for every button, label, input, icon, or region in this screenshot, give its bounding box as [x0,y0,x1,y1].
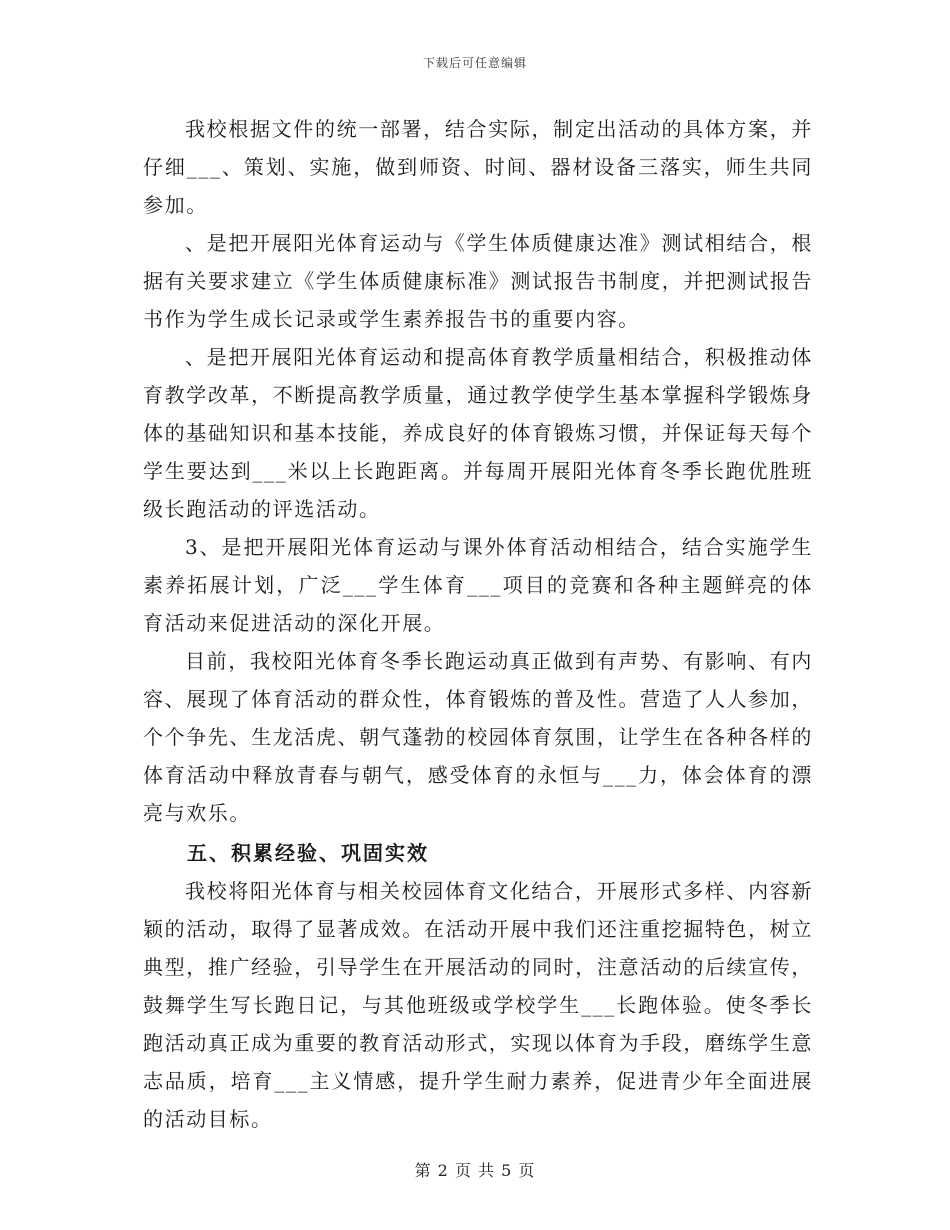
header-note: 下载后可任意编辑 [422,56,527,70]
paragraph-teaching-quality: 、是把开展阳光体育运动和提高体育教学质量相结合，积极推动体育教学改革，不断提高教学质量，通过教学使学生基本掌握科学锻炼身体的基础知识和基本技能，养成良好的体育锻炼习惯，并保证每天每个学生要达到___米以上长跑距离。并每周开展阳光体育冬季长跑优胜班级长跑活动的评选活动。 [143,345,813,521]
paragraph-plan: 我校根据文件的统一部署，结合实际，制定出活动的具体方案，并仔细___、策划、实施，做到师资、时间、器材设备三落实，师生共同参加。 [143,117,813,217]
paragraph-current-status: 目前，我校阳光体育冬季长跑运动真正做到有声势、有影响、有内容、展现了体育活动的群众性，体育锻炼的普及性。营造了人人参加，个个争先、生龙活虎、朝气蓬勃的校园体育氛围，让学生在各种各样的体育活动中释放青春与朝气，感受体育的永恒与___力，体会体育的漂亮与欢乐。 [143,649,813,825]
page-number: 第 2 页 共 5 页 [414,1161,536,1180]
document-body [143,110,813,1138]
paragraph-health-test: 、是把开展阳光体育运动与《学生体质健康达准》测试相结合，根据有关要求建立《学生体质健康标准》测试报告书制度，并把测试报告书作为学生成长记录或学生素养报告书的重要内容。 [143,231,813,331]
paragraph-extracurricular: 3、是把开展阳光体育运动与课外体育活动相结合，结合实施学生素养拓展计划，广泛___学生体育___项目的竞赛和各种主题鲜亮的体育活动来促进活动的深化开展。 [143,535,813,635]
paragraph-experience: 我校将阳光体育与相关校园体育文化结合，开展形式多样、内容新颖的活动，取得了显著成效。在活动开展中我们还注重挖掘特色，树立典型，推广经验，引导学生在开展活动的同时，注意活动的后续宣传，鼓舞学生写长跑日记，与其他班级或学校学生___长跑体验。使冬季长跑活动真正成为重要的教育活动形式，实现以体育为手段，磨练学生意志品质，培育___主义情感，提升学生耐力素养，促进青少年全面进展的活动目标。 [143,879,813,1131]
section-heading: 五、积累经验、巩固实效 [187,841,429,865]
